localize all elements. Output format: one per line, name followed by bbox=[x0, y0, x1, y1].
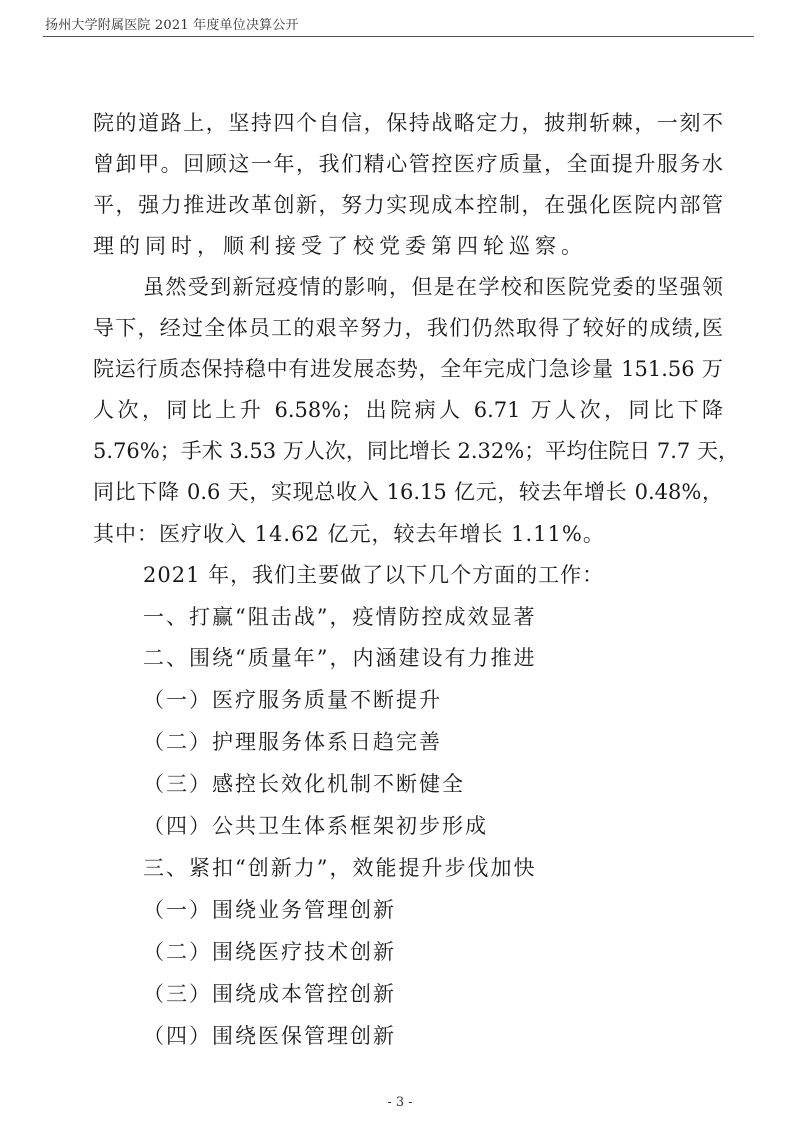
paragraph-2-line-5: 5.76%；手术 3.53 万人次，同比增长 2.32%；平均住院日 7.7 天， bbox=[93, 439, 739, 463]
intro-line: 2021 年，我们主要做了以下几个方面的工作： bbox=[143, 563, 605, 587]
section-2-subitem-1: （一）医疗服务质量不断提升 bbox=[143, 688, 442, 712]
section-2-subitem-4: （四）公共卫生体系框架初步形成 bbox=[143, 814, 488, 838]
section-3-subitem-3: （三）围绕成本管控创新 bbox=[143, 982, 396, 1006]
paragraph-1-line-1: 院的道路上，坚持四个自信，保持战略定力，披荆斩棘，一刻不 bbox=[93, 111, 723, 135]
paragraph-1-line-4: 理的同时，顺利接受了校党委第四轮巡察。 bbox=[93, 234, 587, 258]
page-header bbox=[43, 12, 754, 37]
section-2-subitem-3: （三）感控长效化机制不断健全 bbox=[143, 772, 465, 796]
section-2-subitem-2: （二）护理服务体系日趋完善 bbox=[143, 730, 442, 754]
section-heading-2: 二、围绕“质量年”，内涵建设有力推进 bbox=[143, 646, 537, 670]
paragraph-2-line-3: 院运行质态保持稳中有进发展态势，全年完成门急诊量 151.56 万 bbox=[93, 357, 723, 381]
paragraph-2-line-4: 人次，同比上升 6.58%；出院病人 6.71 万人次，同比下降 bbox=[93, 398, 723, 422]
section-3-subitem-2: （二）围绕医疗技术创新 bbox=[143, 940, 396, 964]
paragraph-2-line-1: 虽然受到新冠疫情的影响，但是在学校和医院党委的坚强领 bbox=[143, 275, 723, 299]
paragraph-2-line-6: 同比下降 0.6 天，实现总收入 16.15 亿元，较去年增长 0.48%， bbox=[93, 480, 723, 504]
section-3-subitem-4: （四）围绕医保管理创新 bbox=[143, 1024, 396, 1048]
page-number: - 3 - bbox=[387, 1095, 413, 1110]
paragraph-1-line-3: 平，强力推进改革创新，努力实现成本控制，在强化医院内部管 bbox=[93, 193, 723, 217]
section-heading-1: 一、打赢“阻击战”，疫情防控成效显著 bbox=[143, 605, 537, 629]
section-3-subitem-1: （一）围绕业务管理创新 bbox=[143, 898, 396, 922]
paragraph-2-line-7: 其中：医疗收入 14.62 亿元，较去年增长 1.11%。 bbox=[93, 522, 605, 546]
paragraph-1-line-2: 曾卸甲。回顾这一年，我们精心管控医疗质量，全面提升服务水 bbox=[93, 152, 723, 176]
section-heading-3: 三、紧扣“创新力”，效能提升步伐加快 bbox=[143, 856, 537, 880]
document-header-title: 扬州大学附属医院 2021 年度单位决算公开 bbox=[45, 18, 299, 33]
paragraph-2-line-2: 导下，经过全体员工的艰辛努力，我们仍然取得了较好的成绩,医 bbox=[93, 316, 723, 340]
